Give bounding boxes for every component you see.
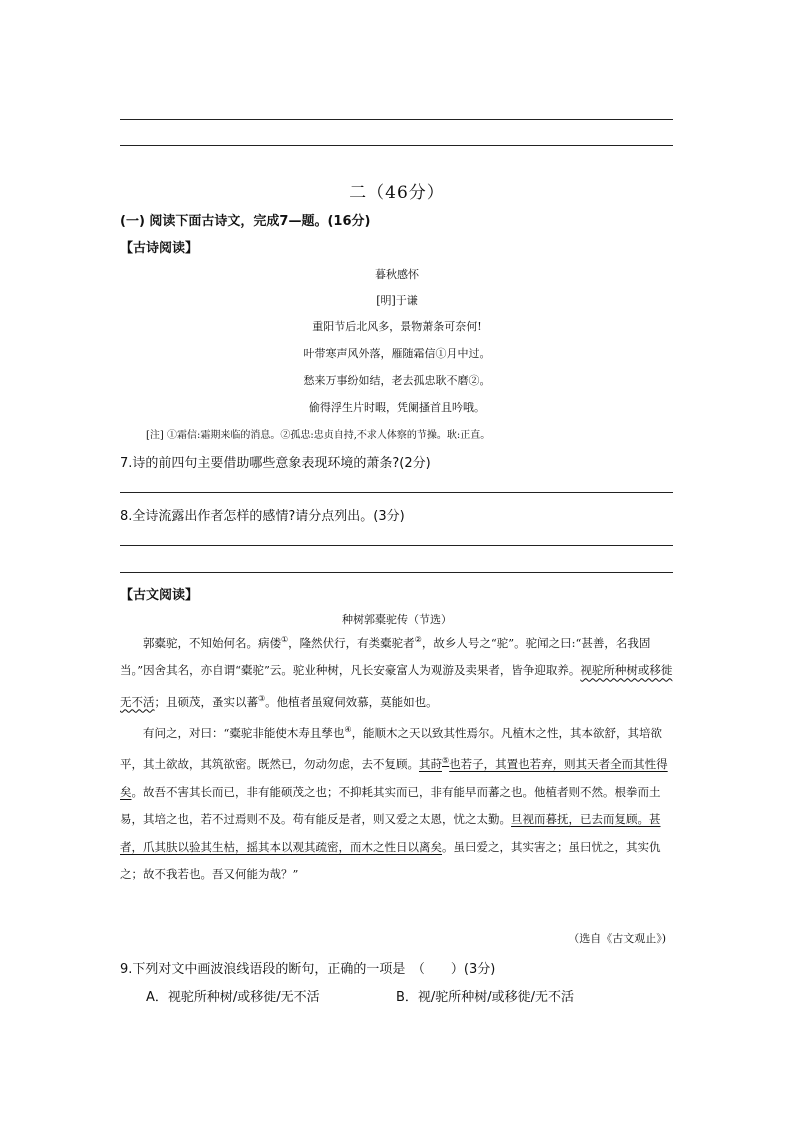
prose-title: 种树郭橐驼传（节选） — [342, 613, 452, 626]
underlined-segment-3: 旦视而暮抚，已去而复顾。甚者，爪其肤以验其生枯，摇其本以观其疏密，而木之性日以离矣 — [120, 812, 661, 854]
underlined-segment-2: 也若子，其置也若弃，则其天者全而其性得矣 — [120, 757, 668, 799]
poem-title: 暮秋感怀 — [375, 268, 419, 281]
poem-label: 【古诗阅读】 — [120, 241, 199, 256]
part1-heading: (一) 阅读下面古诗文，完成7—题。(16分) — [120, 214, 371, 229]
option-b[interactable]: B．视/驼所种树/或移徙/无不活 — [396, 990, 575, 1005]
underlined-segment-1: 其莳 — [419, 757, 442, 772]
poem-line: 愁来万事纷如结，老去孤忠耿不磨②。 — [303, 374, 491, 387]
prose-label: 【古文阅读】 — [120, 588, 199, 603]
question-7: 7.诗的前四句主要借助哪些意象表现环境的萧条?(2分) — [120, 456, 431, 471]
poem-line: 叶带寒声风外落，雁随霜信①月中过。 — [303, 347, 491, 360]
question-9: 9.下列对文中画波浪线语段的断句，正确的一项是 （ ）(3分) — [120, 962, 496, 977]
poem-author: [明]于谦 — [376, 294, 418, 307]
answer-line-2 — [120, 145, 673, 146]
poem-note: [注] ①霜信:霜期来临的消息。②孤忠:忠贞自持,不求人体察的节操。耿:正直。 — [146, 430, 491, 441]
wavy-underlined-segment: 视驼所种树或移徙无不活 — [120, 663, 673, 709]
poem-line: 偷得浮生片时暇，凭阑搔首且吟哦。 — [309, 401, 485, 414]
answer-line-q7[interactable] — [120, 492, 673, 493]
prose-source: （选自《古文观止》) — [568, 932, 666, 945]
question-8: 8.全诗流露出作者怎样的感情?请分点列出。(3分) — [120, 509, 405, 524]
prose-paragraph-1: 郭橐驼，不知始何名。病偻①，隆然伏行，有类橐驼者②，故乡人号之“驼”。驼闻之曰:“甚善，名我固当。”因舍其名，亦自谓“橐驼”云。驼业种树，凡长安豪富人为观游及卖果者，皆争迎取养。视驼所种树或移徙无不活；且硕茂，蚤实以蕃③。他植者虽窥伺效慕，莫能如也。 — [120, 635, 673, 709]
option-a[interactable]: A．视驼所种树/或移徙/无不活 — [146, 990, 320, 1005]
prose-body — [120, 626, 673, 889]
poem-line: 重阳节后北风多，景物萧条可奈何! — [312, 320, 482, 333]
prose-paragraph-2: 有问之，对曰：“橐驼非能使木寿且孳也④，能顺木之天以致其性焉尔。凡植木之性，其本欲舒，其培欲平，其土欲故，其筑欲密。既然已，勿动勿虑，去不复顾。其莳⑤也若子，其置也若弃，则其天者全而其性得矣。故吾不害其长而已，非有能硕茂之也；不抑耗其实而已，非有能早而蕃之也。他植者则不然。根拳而土易，其培之也，若不过焉则不及。苟有能反是者，则又爱之太恩，忧之太勤。旦视而暮抚，已去而复顾。甚者，爪其肤以验其生枯，摇其本以观其疏密，而木之性日以离矣。虽曰爱之，其实害之；虽曰忧之，其实仇之；故不我若也。吾又何能为哉？” — [120, 725, 668, 882]
answer-line-q8-2[interactable] — [120, 572, 673, 573]
answer-line-q8-1[interactable] — [120, 545, 673, 546]
section-title: 二（46分） — [349, 183, 445, 203]
answer-line-1 — [120, 119, 673, 120]
